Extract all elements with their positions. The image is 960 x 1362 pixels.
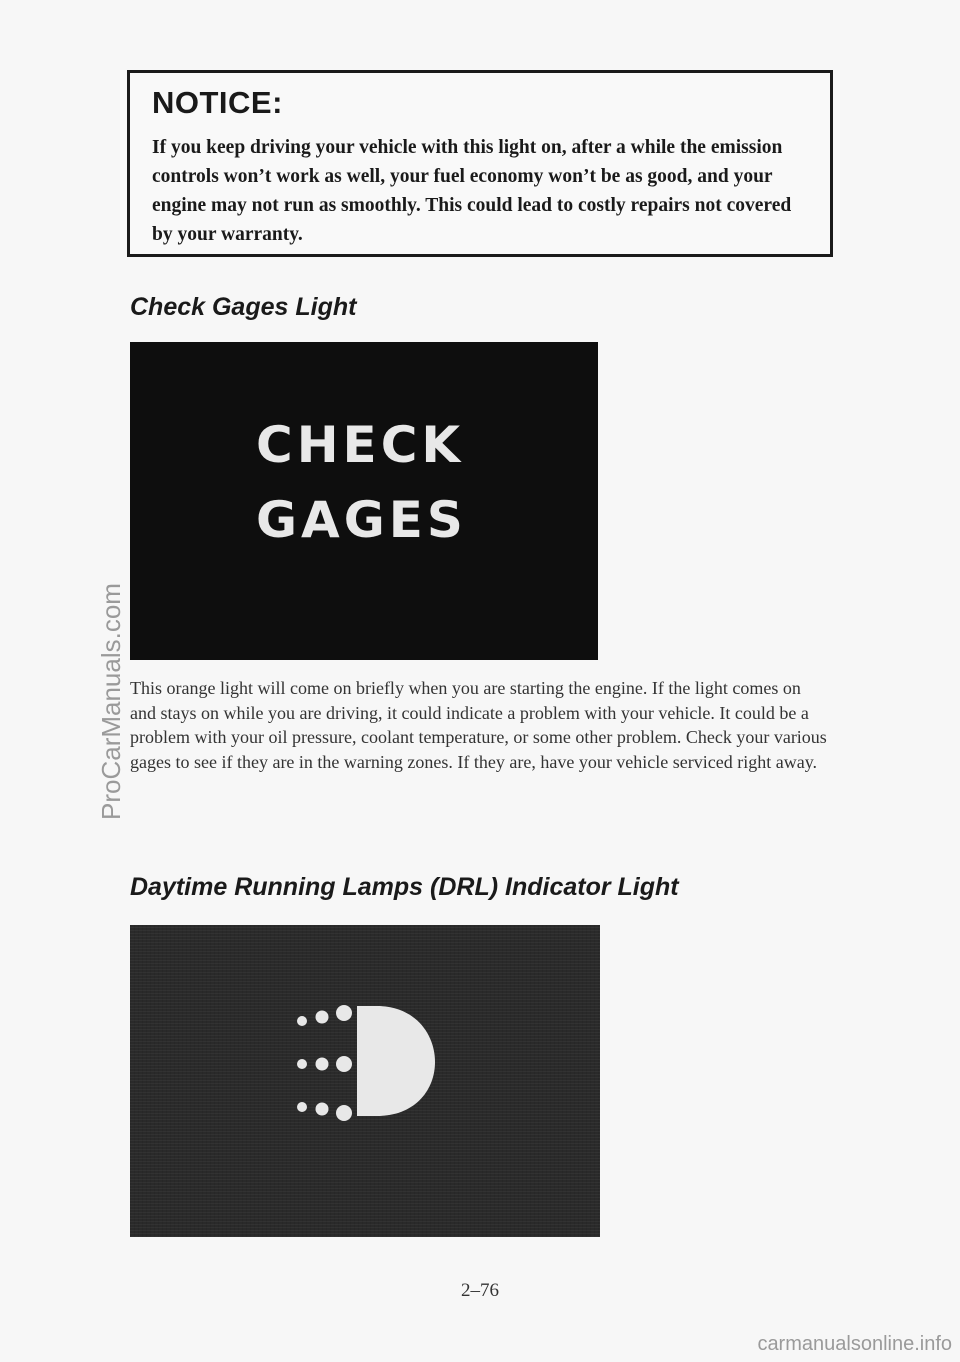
drl-headlamp-icon: [280, 981, 450, 1151]
bottom-watermark: carmanualsonline.info: [757, 1333, 952, 1355]
check-gages-body: This orange light will come on briefly when you are starting the engine. If the light comes on and stays on while you are driving, it could indicate a problem with your vehicle. It could be a problem with your oil pressure, coolant temperature, or some other problem. Check your various gages to see if they are in the warning zones. If they are, have your vehicle serviced right away.: [130, 678, 827, 772]
check-gages-light-image: [130, 342, 598, 660]
drl-light-image: [130, 925, 600, 1237]
check-gages-line1: CHECK: [256, 416, 465, 474]
check-gages-heading: Check Gages Light: [130, 293, 357, 321]
notice-text: If you keep driving your vehicle with this light on, after a while the emission controls won’t work as well, your fuel economy won’t be as good, and your engine may not run as smoothly. This could lead to costly repairs not covered by your warranty.: [152, 137, 792, 245]
page-number: 2–76: [461, 1280, 499, 1301]
side-watermark: ProCarManuals.com: [96, 583, 126, 820]
check-gages-line2: GAGES: [256, 491, 467, 549]
notice-box: [127, 70, 833, 257]
drl-heading: Daytime Running Lamps (DRL) Indicator Light: [130, 873, 679, 901]
notice-title: NOTICE:: [152, 85, 283, 120]
